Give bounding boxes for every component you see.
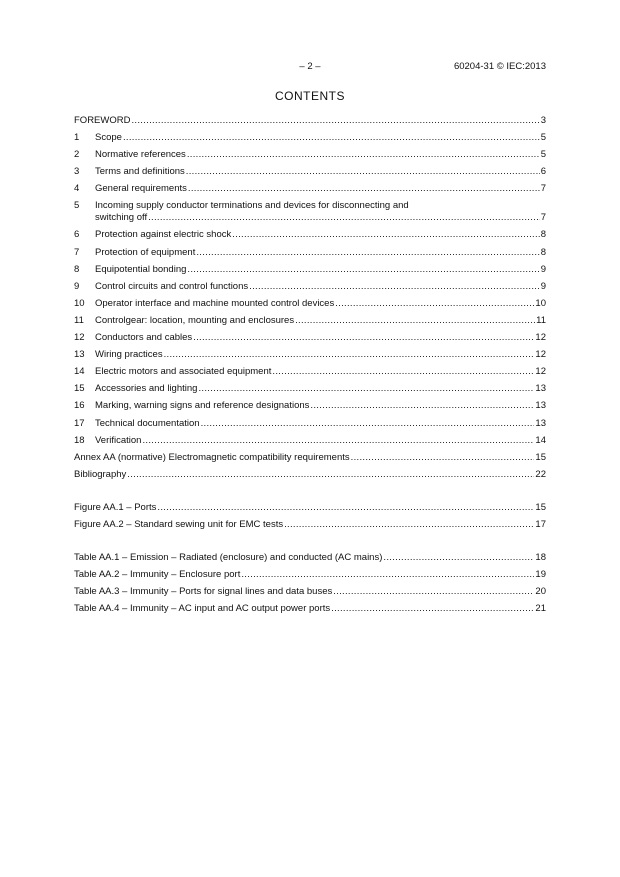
toc-row-number: 10 bbox=[74, 297, 85, 309]
toc-dot-leader bbox=[196, 244, 539, 261]
toc-row-title: Scope bbox=[95, 132, 122, 144]
toc-row-page: 7 bbox=[540, 212, 546, 224]
toc-row-title: Figure AA.1 – Ports bbox=[74, 501, 157, 513]
table-of-contents bbox=[74, 112, 546, 617]
toc-row[interactable] bbox=[74, 226, 546, 243]
toc-row[interactable] bbox=[74, 566, 546, 583]
toc-row-number: 6 bbox=[74, 229, 80, 241]
toc-row-title: Technical documentation bbox=[95, 417, 200, 429]
toc-row-number: 18 bbox=[74, 434, 85, 446]
toc-row[interactable] bbox=[74, 197, 546, 226]
toc-dot-leader bbox=[333, 583, 534, 600]
toc-row-page: 18 bbox=[535, 552, 546, 564]
toc-row-number: 13 bbox=[74, 349, 85, 361]
toc-dot-leader bbox=[131, 112, 539, 129]
toc-row[interactable] bbox=[74, 583, 546, 600]
toc-row[interactable] bbox=[74, 295, 546, 312]
standard-reference: 60204-31 © IEC:2013 bbox=[453, 61, 546, 72]
toc-row-page: 9 bbox=[540, 280, 546, 292]
toc-row-title-continued: switching off bbox=[95, 212, 148, 224]
toc-row-title: General requirements bbox=[95, 183, 187, 195]
toc-row-page: 13 bbox=[535, 417, 546, 429]
toc-row-page: 14 bbox=[535, 434, 546, 446]
toc-row-indent bbox=[74, 212, 95, 224]
toc-dot-leader bbox=[241, 566, 534, 583]
toc-row-number: 4 bbox=[74, 183, 80, 195]
toc-row-title: Wiring practices bbox=[95, 349, 163, 361]
toc-dot-leader bbox=[310, 397, 534, 414]
toc-dot-leader bbox=[284, 516, 534, 533]
toc-row-title: Operator interface and machine mounted control devices bbox=[95, 297, 335, 309]
page-number: – 2 – bbox=[299, 61, 321, 72]
toc-row-line bbox=[74, 212, 546, 226]
toc-row[interactable] bbox=[74, 163, 546, 180]
toc-dot-leader bbox=[164, 346, 535, 363]
toc-dot-leader bbox=[187, 261, 539, 278]
toc-row-title: Equipotential bonding bbox=[95, 263, 187, 275]
toc-row-page: 12 bbox=[535, 349, 546, 361]
toc-row-title: Annex AA (normative) Electromagnetic compatibility requirements bbox=[74, 451, 350, 463]
toc-row[interactable] bbox=[74, 397, 546, 414]
toc-row-page: 22 bbox=[535, 468, 546, 480]
toc-dot-leader bbox=[383, 549, 534, 566]
toc-row-number: 14 bbox=[74, 366, 85, 378]
toc-row-page: 7 bbox=[540, 183, 546, 195]
toc-row[interactable] bbox=[74, 346, 546, 363]
toc-row[interactable] bbox=[74, 112, 546, 129]
toc-row-title: Protection of equipment bbox=[95, 246, 196, 258]
toc-dot-leader bbox=[123, 129, 540, 146]
toc-row[interactable] bbox=[74, 146, 546, 163]
toc-row[interactable] bbox=[74, 363, 546, 380]
toc-row-title: Figure AA.2 – Standard sewing unit for EMC tests bbox=[74, 518, 284, 530]
section-gap bbox=[74, 533, 546, 549]
toc-row-number: 15 bbox=[74, 383, 85, 395]
toc-dot-leader bbox=[186, 163, 540, 180]
toc-row-line bbox=[74, 197, 546, 212]
toc-row-number: 8 bbox=[74, 263, 80, 275]
toc-dot-leader bbox=[198, 380, 534, 397]
toc-row-page: 15 bbox=[535, 501, 546, 513]
toc-row-number: 5 bbox=[74, 200, 80, 212]
toc-row-page: 13 bbox=[535, 400, 546, 412]
toc-row-title: Table AA.1 – Emission – Radiated (enclosure) and conducted (AC mains) bbox=[74, 552, 383, 564]
toc-row-page: 12 bbox=[535, 332, 546, 344]
toc-row-number: 12 bbox=[74, 332, 85, 344]
toc-row[interactable] bbox=[74, 312, 546, 329]
toc-row-title: Terms and definitions bbox=[95, 166, 185, 178]
toc-row-number: 9 bbox=[74, 280, 80, 292]
toc-row-number: 11 bbox=[74, 314, 84, 326]
toc-row[interactable] bbox=[74, 244, 546, 261]
toc-row-title: FOREWORD bbox=[74, 115, 131, 126]
toc-row[interactable] bbox=[74, 415, 546, 432]
toc-row-title: Accessories and lighting bbox=[95, 383, 198, 395]
toc-row-page: 15 bbox=[535, 451, 546, 463]
toc-row-page: 20 bbox=[535, 586, 546, 598]
toc-row-page: 12 bbox=[535, 366, 546, 378]
toc-row-page: 11 bbox=[536, 314, 546, 326]
toc-row-title: Incoming supply conductor terminations and devices for disconnecting and bbox=[95, 200, 409, 212]
toc-row-title: Bibliography bbox=[74, 468, 127, 480]
toc-row-title: Protection against electric shock bbox=[95, 229, 232, 241]
toc-row-page: 9 bbox=[540, 263, 546, 275]
toc-row-title: Electric motors and associated equipment bbox=[95, 366, 272, 378]
toc-dot-leader bbox=[187, 146, 540, 163]
toc-row[interactable] bbox=[74, 432, 546, 449]
toc-row-number: 2 bbox=[74, 149, 80, 161]
toc-row-page: 5 bbox=[540, 149, 546, 161]
toc-row-number: 1 bbox=[74, 132, 80, 144]
toc-dot-leader bbox=[295, 312, 535, 329]
toc-row[interactable] bbox=[74, 129, 546, 146]
toc-dot-leader bbox=[193, 329, 534, 346]
toc-tables bbox=[74, 549, 546, 617]
toc-row-page: 10 bbox=[535, 297, 546, 309]
toc-row[interactable] bbox=[74, 180, 546, 197]
toc-dot-leader bbox=[232, 226, 539, 243]
toc-row-title: Marking, warning signs and reference designations bbox=[95, 400, 310, 412]
toc-dot-leader bbox=[335, 295, 534, 312]
toc-row[interactable] bbox=[74, 600, 546, 617]
toc-dot-leader bbox=[249, 278, 540, 295]
toc-figures bbox=[74, 499, 546, 533]
toc-row[interactable] bbox=[74, 380, 546, 397]
toc-row-number: 7 bbox=[74, 246, 80, 258]
toc-row[interactable] bbox=[74, 466, 546, 483]
toc-row[interactable] bbox=[74, 516, 546, 533]
toc-row[interactable] bbox=[74, 329, 546, 346]
toc-dot-leader bbox=[272, 363, 534, 380]
toc-dot-leader bbox=[148, 212, 540, 224]
toc-row-page: 3 bbox=[540, 115, 546, 126]
toc-row-page: 13 bbox=[535, 383, 546, 395]
toc-entries bbox=[74, 112, 546, 483]
toc-dot-leader bbox=[157, 499, 534, 516]
toc-row-title: Table AA.2 – Immunity – Enclosure port bbox=[74, 569, 241, 581]
toc-dot-leader bbox=[142, 432, 534, 449]
toc-dot-leader bbox=[331, 600, 534, 617]
toc-row[interactable] bbox=[74, 449, 546, 466]
toc-row-page: 19 bbox=[535, 569, 546, 581]
section-gap bbox=[74, 483, 546, 499]
toc-row-page: 8 bbox=[540, 229, 546, 241]
toc-row-number: 16 bbox=[74, 400, 85, 412]
toc-dot-leader bbox=[188, 180, 540, 197]
toc-row-page: 5 bbox=[540, 132, 546, 144]
toc-row[interactable] bbox=[74, 261, 546, 278]
toc-row-title: Normative references bbox=[95, 149, 186, 161]
toc-row-title: Control circuits and control functions bbox=[95, 280, 249, 292]
page-title: CONTENTS bbox=[275, 89, 345, 103]
toc-dot-leader bbox=[351, 449, 535, 466]
toc-row[interactable] bbox=[74, 549, 546, 566]
toc-row-page: 17 bbox=[535, 518, 546, 530]
toc-row-number: 17 bbox=[74, 417, 85, 429]
toc-row-title: Table AA.4 – Immunity – AC input and AC output power ports bbox=[74, 603, 331, 615]
toc-row-title: Table AA.3 – Immunity – Ports for signal lines and data buses bbox=[74, 586, 333, 598]
toc-row-title: Controlgear: location, mounting and enclosures bbox=[95, 314, 295, 326]
toc-row-page: 6 bbox=[540, 166, 546, 178]
toc-dot-leader bbox=[201, 415, 535, 432]
toc-row-number: 3 bbox=[74, 166, 80, 178]
toc-row-page: 8 bbox=[540, 246, 546, 258]
toc-dot-leader bbox=[127, 466, 534, 483]
toc-row-title: Verification bbox=[95, 434, 142, 446]
toc-row-page: 21 bbox=[535, 603, 546, 615]
toc-row-title: Conductors and cables bbox=[95, 332, 193, 344]
toc-row[interactable] bbox=[74, 278, 546, 295]
toc-row[interactable] bbox=[74, 499, 546, 516]
